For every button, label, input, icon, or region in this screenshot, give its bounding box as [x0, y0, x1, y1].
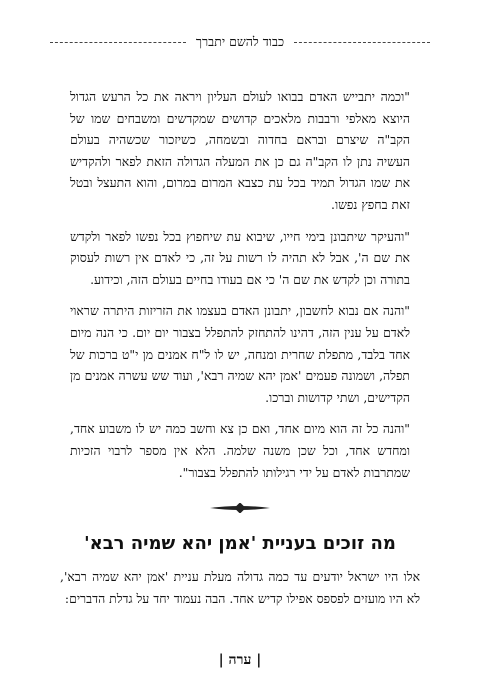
paragraph: "והנה כל זה הוא מיום אחד, ואם כן צא וחשב כמה יש לו משבוע אחד, ומחדש אחד, וכל שכן משנה שלמה. הלא אין מספר לרבוי הזכיות שמתרבות לאדם על ידי רגילותו להתפלל בצבור".	[70, 421, 410, 480]
section-title: מה זוכים בעניית 'אמן יהא שמיה רבא'	[84, 533, 396, 554]
paragraph: "והעיקר שיתבונן בימי חייו, שיבוא עת שיחפוץ בכל נפשו לפאר ולקדש את שם ה', אבל לא תהיה לו רשות על זה, כי לאדם אין רשות לעסוק בתורה וכן לקדש את שם ה' כי אם בעודו בחיים בעולם הזה, וכידוע.	[70, 228, 410, 287]
main-text	[70, 86, 410, 493]
header-rule-right	[294, 42, 430, 43]
paragraph: "וכמה יתבייש האדם בבואו לעולם העליון ויראה את כל הרעש הגדול היוצא מאלפי ורבבות מלאכים קדושים שמקדשים ומשבחים שמו של הקב"ה שיצרם ובראם בחדוה ובשמחה, כשיזכור שכשהיה בעולם העשיה נתן לו הקב"ה גם כן את המעלה הגדולה הזאת לפאר ולהקדיש את שמו הגדול תמיד בכל עת כצבא המרום במרום, והוא התעצל ובטל זאת בחפץ נפשו.	[70, 89, 410, 212]
running-header	[50, 34, 430, 50]
ornament-icon	[210, 503, 270, 513]
paragraph: "והנה אם נבוא לחשבון, יתבונן האדם בעצמו את הזריזות היתרה שראוי לאדם על ענין הזה, דהינו להתחזק להתפלל בצבור יום יום. כי הנה מיום אחד בלבד, מתפלת שחרית ומנחה, יש לו ל"ח אמנים מן י"ט ברכות של תפלה, ושמונה פעמים 'אמן יהא שמיה רבא', ועוד שש עשרה אמנים מן הקדישים, ושתי קדושות וברכו.	[70, 303, 410, 405]
page-number: | ערה |	[218, 652, 262, 668]
header-rule-left	[50, 42, 186, 43]
section-divider-ornament	[0, 503, 480, 513]
section	[60, 533, 420, 609]
section-text: אלו היו ישראל יודעים עד כמה גדולה מעלת עניית 'אמן יהא שמיה רבא', לא היו מועזים לפספס אפילו קדיש אחד. הבה נעמוד יחד על גדלת הדברים:	[60, 569, 420, 606]
running-header-title: כבוד להשם יתברך	[195, 34, 285, 49]
